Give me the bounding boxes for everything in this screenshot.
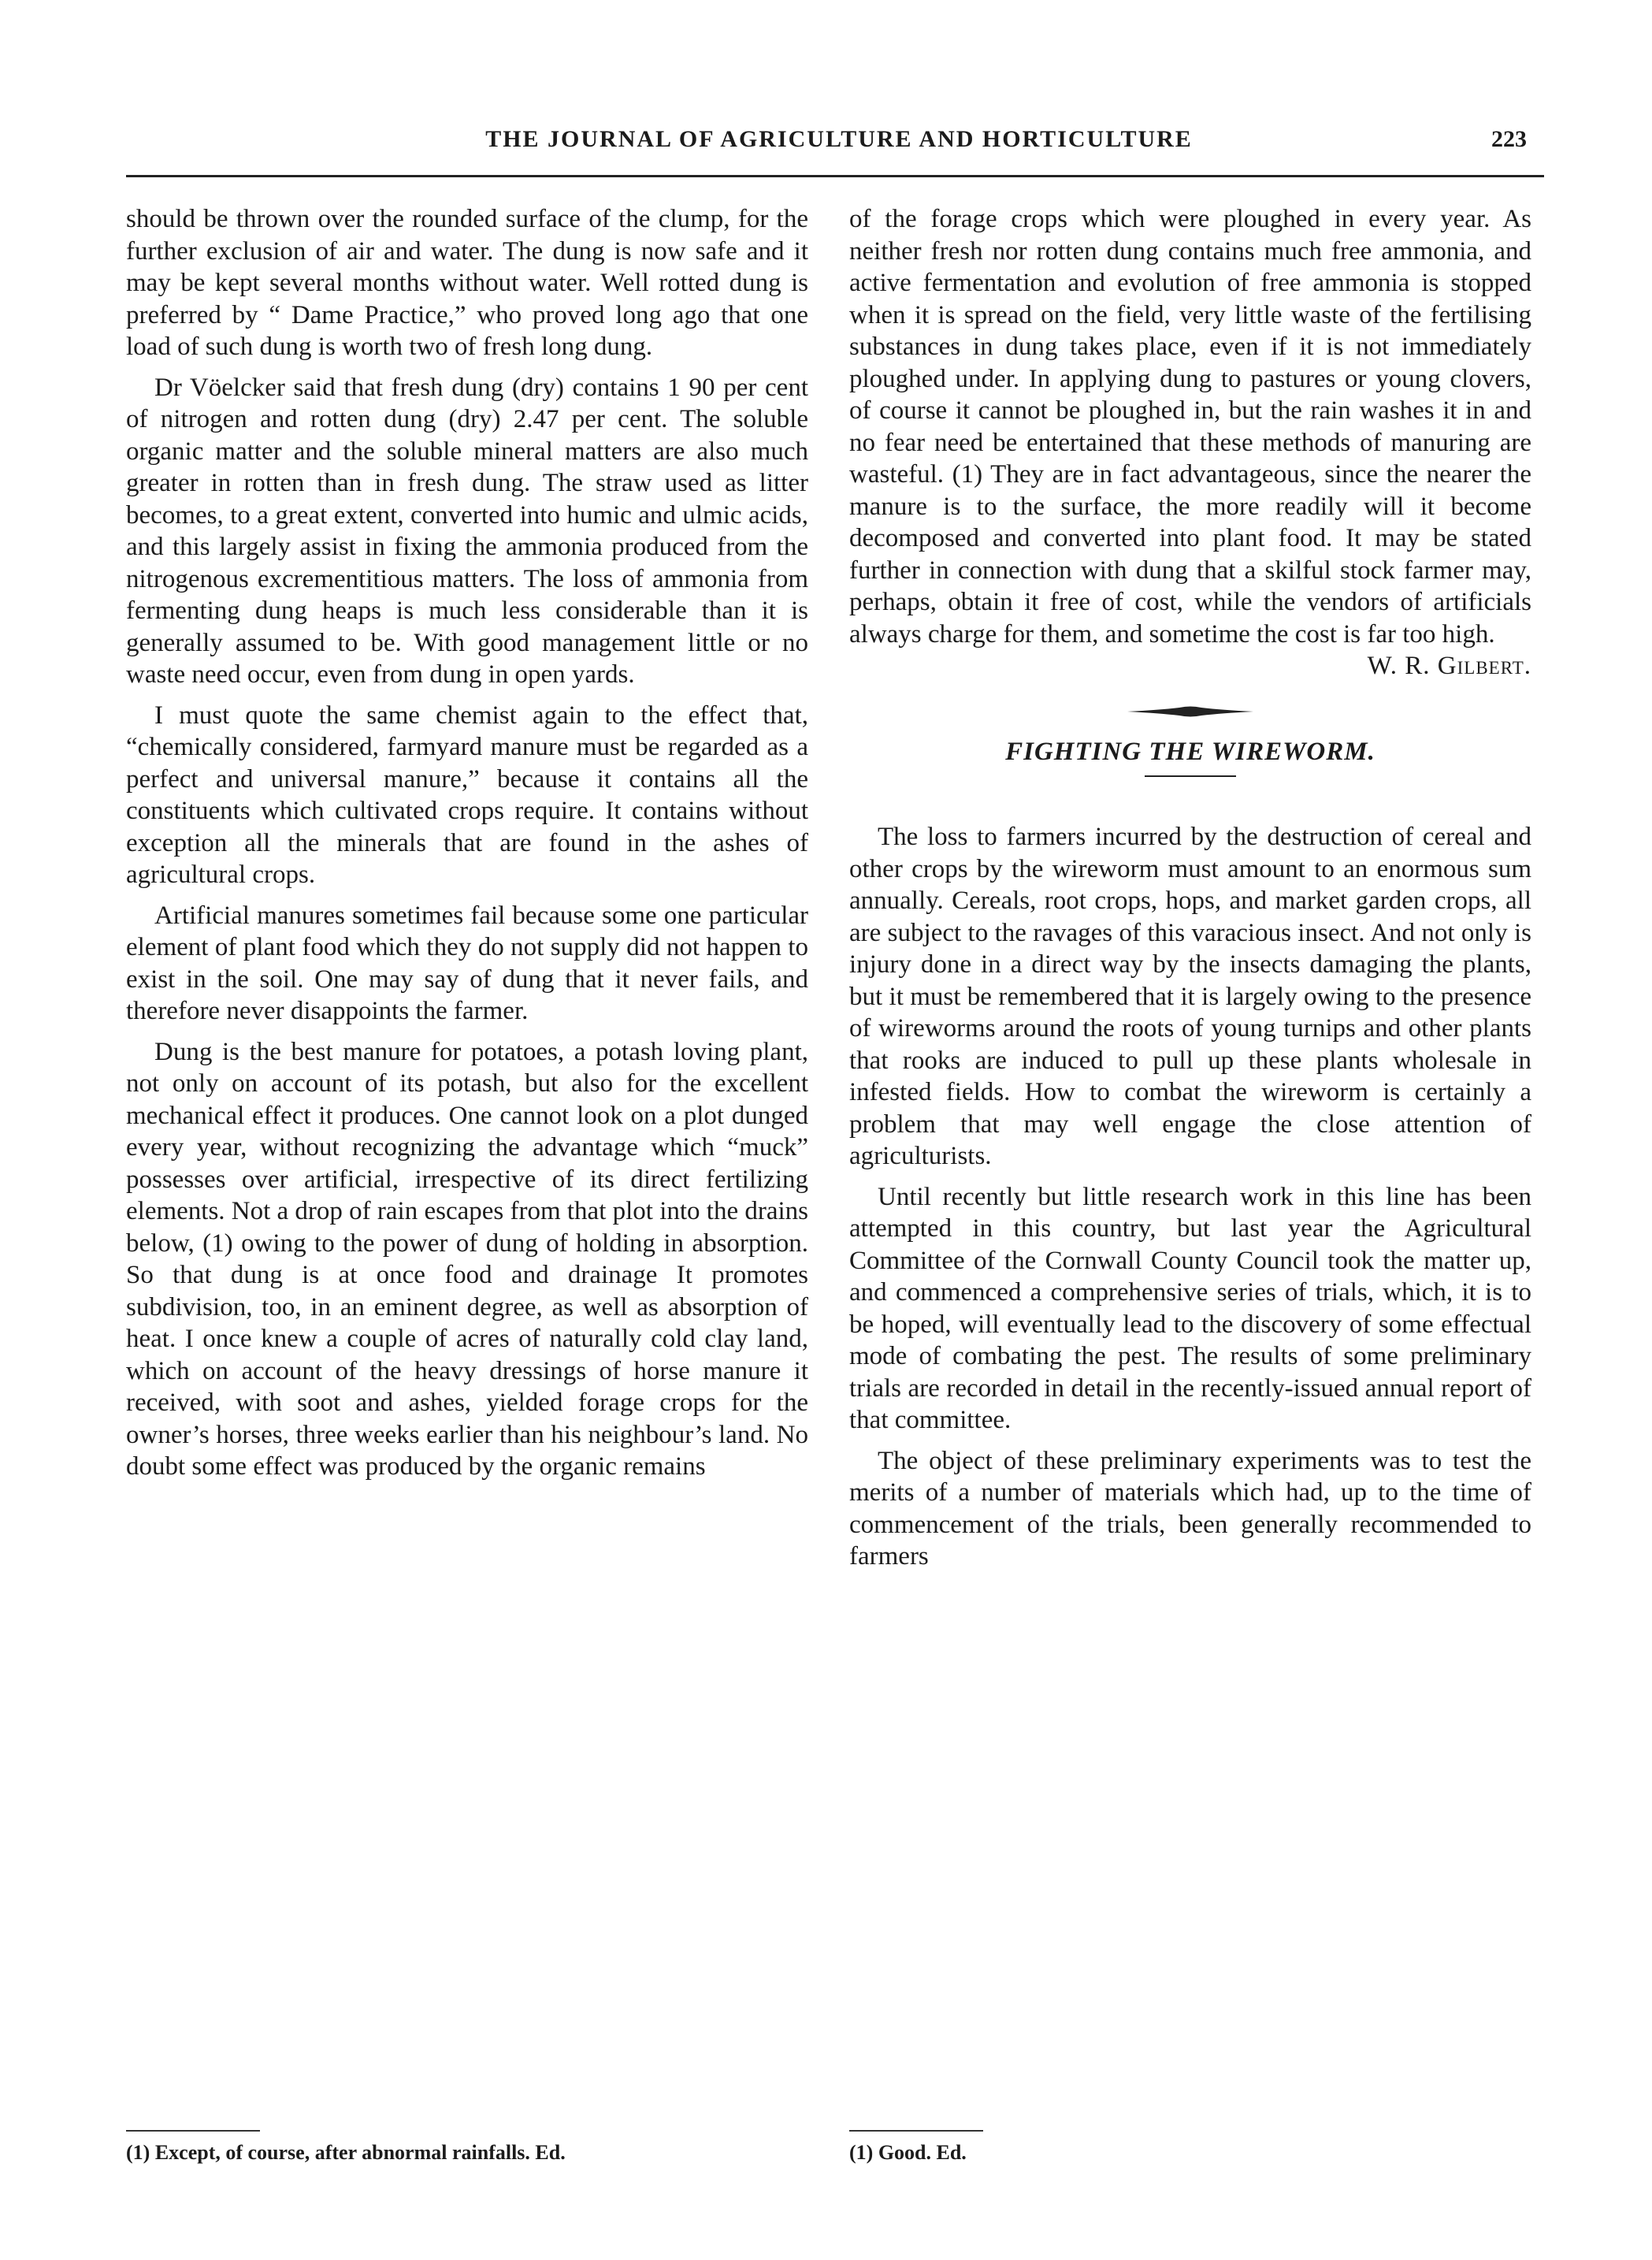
running-header: [126, 126, 1552, 165]
article-paragraph: should be thrown over the rounded surface of the clump, for the further exclusion of air and water. The dung is now safe and it may be kept several months without water. Well rotted dung is preferred by “ Dame Practice,” who proved long ago that one load of such dung is worth two of fresh long dung.: [126, 205, 808, 361]
footnote-left: (1) Except, of course, after abnormal rainfalls. Ed.: [126, 2141, 566, 2164]
article-paragraph: The loss to farmers incurred by the destruction of cereal and other crops by the wireworm must amount to an enormous sum annually. Cereals, root crops, hops, and market garden crops, all are subject to the ravages of this varacious insect. And not only is injury done in a direct way by the insects damaging the plants, but it must be remembered that it is largely owing to the presence of wireworms around the roots of young turnips and other plants that rooks are induced to pull up these plants wholesale in infested fields. How to combat the wireworm is certainly a problem that may well engage the close attention of agriculturists.: [849, 823, 1531, 1170]
page-number: 223: [1491, 126, 1527, 152]
section-title: FIGHTING THE WIREWORM.: [1005, 737, 1375, 766]
article-continuation: of the forage crops which were ploughed in every year. As neither fresh nor rotten dung contains much free ammonia, and active fermentation and evolution of free ammonia is stopped when it is spread on the field, very little waste of the fertilising substances in dung takes place, even if it is not immediately ploughed under. In applying dung to pastures or young clovers, of course it cannot be ploughed in, but the rain washes it in and no fear need be entertained that these methods of manuring are wasteful. (1) They are in fact advantageous, since the nearer the manure is to the surface, the more readily will it become decomposed and converted into plant food. It may be stated further in connection with dung that a skilful stock farmer may, perhaps, obtain it free of cost, while the vendors of artificials always charge for them, and sometime the cost is far too high.: [849, 205, 1531, 649]
right-column: [849, 203, 1531, 1582]
journal-title: THE JOURNAL OF AGRICULTURE AND HORTICULTURE: [485, 126, 1193, 152]
article-paragraph: The object of these preliminary experiments was to test the merits of a number of materials which had, up to the time of commencement of the trials, been generally recommended to farmers: [849, 1446, 1531, 1570]
left-column: [126, 203, 808, 1492]
footnote-rule: [849, 2130, 983, 2132]
title-rule: [1145, 775, 1236, 777]
article-paragraph: Artificial manures sometimes fail because some one particular element of plant food which they do not supply did not happen to exist in the soil. One may say of dung that it never fails, and therefore never disappoints the farmer.: [126, 901, 808, 1025]
article-paragraph: Dung is the best manure for potatoes, a potash loving plant, not only on account of its potash, but also for the excellent mechanical effect it produces. One cannot look on a plot dunged every year, without recognizing the advantage which “muck” possesses over artificial, irrespective of its direct fertilizing elements. Not a drop of rain escapes from that plot into the drains below, (1) owing to the power of dung of holding in absorption. So that dung is at once food and drainage It promotes subdivision, too, in an eminent degree, as well as absorption of heat. I once knew a couple of acres of naturally cold clay land, which on account of the heavy dressings of horse manure it received, with soot and ashes, yielded forage crops for the owner’s horses, three weeks earlier than his neighbour’s land. No doubt some effect was produced by the organic remains: [126, 1037, 809, 1481]
article-paragraph: I must quote the same chemist again to the effect that, “chemically considered, farmyard manure must be regarded as a perfect and universal manure,” because it contains all the constituents which cultivated crops require. It contains without exception all the minerals that are found in the ashes of agricultural crops.: [126, 701, 808, 889]
ornament-divider-icon: [1127, 703, 1253, 720]
author-signature: W. R. Gilbert.: [1367, 652, 1531, 680]
footnote-rule: [126, 2130, 260, 2132]
footnote-right: (1) Good. Ed.: [849, 2141, 967, 2164]
article-paragraph: Until recently but little research work in this line has been attempted in this country, but last year the Agricultural Committee of the Cornwall County Council took the matter up, and commenced a comprehensive series of trials, which, it is to be hoped, will eventually lead to the discovery of some effectual mode of combating the pest. The results of some preliminary trials are recorded in detail in the recently-issued annual report of that committee.: [849, 1182, 1531, 1434]
article-paragraph: Dr Vöelcker said that fresh dung (dry) contains 1 90 per cent of nitrogen and rotten dung (dry) 2.47 per cent. The soluble organic matter and the soluble mineral matters are also much greater in rotten than in fresh dung. The straw used as litter becomes, to a great extent, converted into humic and ulmic acids, and this largely assist in fixing the ammonia produced from the nitrogenous excrementitious matters. The loss of ammonia from fermenting dung heaps is much less considerable than it is generally assumed to be. With good management little or no waste need occur, even from dung in open yards.: [126, 373, 808, 689]
header-rule: [126, 175, 1544, 177]
